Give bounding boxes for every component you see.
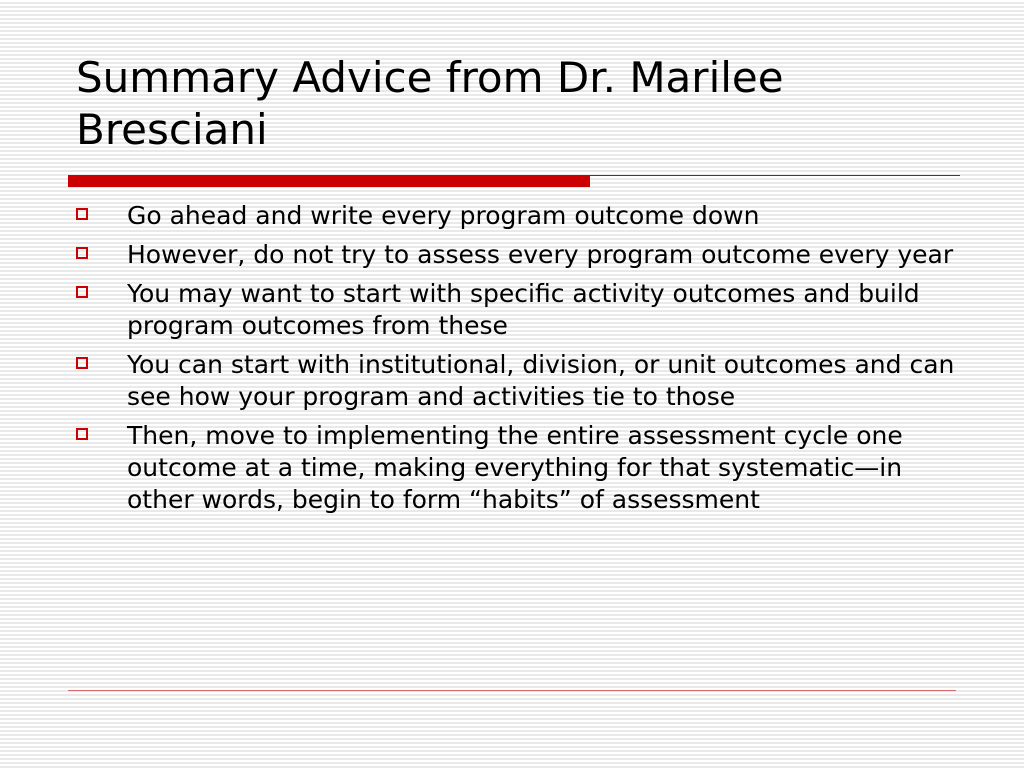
hollow-square-icon xyxy=(76,208,88,220)
title-underline-accent xyxy=(68,175,590,187)
bullet-item xyxy=(76,239,956,271)
bullet-item xyxy=(76,200,956,232)
slide-title: Summary Advice from Dr. Marilee Bresciani xyxy=(76,53,784,154)
bullet-text: Go ahead and write every program outcome down xyxy=(127,201,760,230)
bullet-text: Then, move to implementing the entire assessment cycle one outcome at a time, making everything for that systematic—in other words, begin to form “habits” of assessment xyxy=(127,421,903,514)
hollow-square-icon xyxy=(76,247,88,259)
bullet-item xyxy=(76,420,956,516)
hollow-square-icon xyxy=(76,286,88,298)
hollow-square-icon xyxy=(76,357,88,369)
hollow-square-icon xyxy=(76,428,88,440)
title-underline-thin xyxy=(590,175,960,176)
bullet-item xyxy=(76,349,956,413)
bullet-item xyxy=(76,278,956,342)
bullet-text: You may want to start with specific activity outcomes and build program outcomes from these xyxy=(127,279,920,340)
bullet-text: However, do not try to assess every program outcome every year xyxy=(127,240,954,269)
footer-rule xyxy=(68,690,956,691)
bullet-list xyxy=(76,200,956,523)
bullet-text: You can start with institutional, division, or unit outcomes and can see how your program and activities tie to those xyxy=(127,350,955,411)
